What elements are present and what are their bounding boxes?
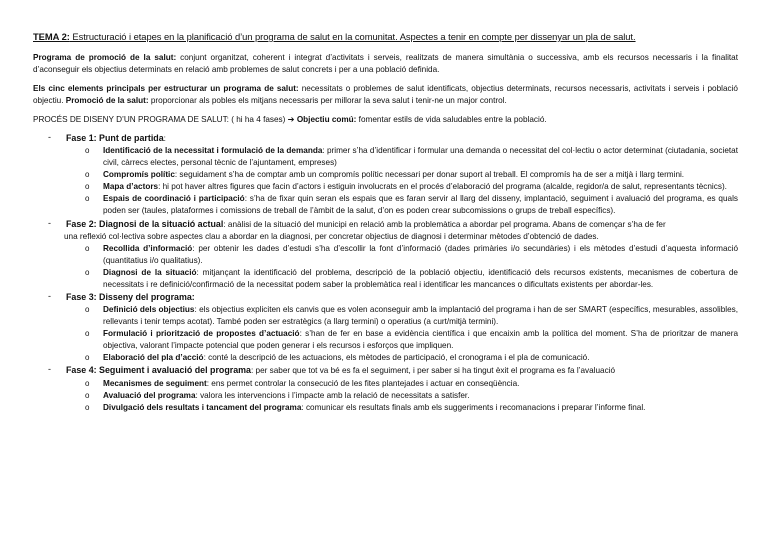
circle-bullet-icon: o [85, 170, 90, 180]
item-term: Compromís polític [103, 170, 175, 180]
phase-title: Fase 2: Diagnosi de la situació actual [66, 218, 224, 229]
phase-heading [66, 132, 738, 145]
phase-heading [66, 291, 738, 303]
list-item [85, 304, 738, 328]
item-text: : els objectius expliciten els canvis que es volen aconseguir amb la implantació del programa i han de ser SMART (específics, mesurables, assolibles, rellevants i tenir temps acotat). També poden ser estratègics (a llarg termini) o operatius (a curt/mitjà termini). [103, 304, 738, 326]
list-item [85, 267, 738, 291]
phase-heading [66, 364, 738, 377]
item-term: Divulgació dels resultats i tancament del programa [103, 402, 302, 412]
phase-item [33, 291, 738, 364]
item-term: Avaluació del programa [103, 390, 196, 400]
item-text: : s’ha de fixar quin seran els espais que es faran servir al llarg del disseny, implantació, seguiment i avaluació del programa, es quals poden ser (taules, plataformes i comissions de treball de l’àmbit de la salut, d’on es poden crear subcomissions o grups de treball específics). [103, 194, 738, 216]
list-item [85, 181, 738, 193]
phase-item [33, 132, 738, 218]
dash-bullet-icon: - [48, 131, 51, 142]
item-text: : primer s’ha d’identificar i formular una demanda o necessitat del col·lectiu o actor determinat (ciutadania, societat civil, càrrecs electes, personal tècnic de l’ajuntament, empreses) [103, 145, 738, 168]
phase-subitems [66, 243, 738, 291]
phase-heading [66, 218, 738, 231]
elements-term: Els cinc elements principals per estructurar un programa de salut: [33, 84, 299, 94]
title-label: TEMA 2: [33, 31, 70, 42]
elements-paragraph [33, 83, 738, 107]
goal-text: fomentar estils de vida saludables entre la població. [356, 115, 547, 125]
dash-bullet-icon: - [48, 291, 51, 302]
circle-bullet-icon: o [85, 145, 90, 155]
phase-title: Fase 4: Seguiment i avaluació del programa [66, 365, 251, 376]
phase-description-continued: una reflexió col·lectiva sobre aspectes clau a abordar en la diagnosi, per concretar objectius de diagnosi i determinar mètodes d’obtenció de dades. [64, 231, 599, 241]
circle-bullet-icon: o [85, 244, 90, 254]
circle-bullet-icon: o [85, 390, 90, 400]
definition-paragraph [33, 52, 738, 76]
item-text: : mitjançant la identificació del problema, descripció de la població objectiu, identificació dels recursos existents, mecanismes de cobertura de necessitats i re definició/confirmació de la necessitat podem saber la problemàtica real i identificar les mancances o dificultats existents per abordar-les. [103, 268, 738, 290]
phase-title: Fase 3: Disseny del programa: [66, 292, 195, 303]
goal-label: Objectiu comú: [296, 115, 357, 125]
promotion-text: proporcionar als pobles els mitjans necessaris per millorar la seva salut i tenir-ne un major control. [148, 96, 507, 106]
circle-bullet-icon: o [85, 304, 90, 314]
circle-bullet-icon: o [85, 378, 90, 388]
item-term: Espais de coordinació i participació [103, 194, 245, 204]
definition-text: conjunt organitzat, coherent i integrat d’activitats i serveis, realitzats de manera simultània o successiva, amb els recursos necessaris i la finalitat d’aconseguir els objectius determinats en relació amb problemes de salut concrets i per a una població definida. [33, 53, 738, 75]
phase-item [33, 364, 738, 414]
dash-bullet-icon: - [48, 364, 51, 375]
item-term: Definició dels objectius [103, 304, 195, 314]
phase-subitems [66, 145, 738, 218]
item-term: Formulació i priorització de propostes d’actuació [103, 329, 300, 338]
arrow-icon: ➔ [287, 115, 295, 125]
circle-bullet-icon: o [85, 194, 90, 204]
circle-bullet-icon: o [85, 329, 90, 338]
item-text: : ens permet controlar la consecució de les fites plantejades i actuar en conseqüència. [206, 378, 520, 388]
phase-item [33, 218, 738, 292]
item-text: : conté la descripció de les actuacions, els mètodes de participació, el cronograma i el pla de comunicació. [203, 353, 590, 363]
title-text: Estructuració i etapes en la planificació d’un programa de salut en la comunitat. Aspectes a tenir en compte per dissenyar un pla de salut. [69, 31, 636, 42]
item-text: : s’han de fer en base a evidència científica i que encaixin amb la política del moment. S’ha de prioritzar de manera objectiva, valorant l’impacte potencial que poden generar i els recursos i esforços que impliquen. [103, 329, 739, 351]
phase-title: Fase 1: Punt de partida [66, 132, 164, 143]
circle-bullet-icon: o [85, 402, 90, 412]
list-item [85, 169, 738, 181]
list-item [85, 352, 738, 364]
list-item [85, 390, 738, 402]
definition-term: Programa de promoció de la salut: [33, 53, 177, 63]
item-term: Recollida d’informació [103, 244, 193, 254]
phase-subitems [66, 304, 738, 364]
item-text: : seguidament s’ha de comptar amb un compromís polític necessari per donar suport al treball. El compromís ha de ser a mitjà i llarg termini. [174, 170, 685, 180]
item-text: : valora les intervencions i l’impacte amb la relació de necessitats a satisfer. [195, 390, 470, 400]
item-text: : per obtenir les dades d’estudi s’ha d’escollir la font d’informació (dades primàries i/o secundàries) i els mètodes d’estudi d’aquesta informació (quantitatius i/o qualitatius). [103, 244, 739, 266]
page-title [33, 31, 738, 43]
item-term: Identificació de la necessitat i formulació de la demanda [103, 145, 323, 155]
elements-text: necessitats o problemes de salut identificats, objectius determinats, recursos necessaris, activitats i serveis i població objectiu. [33, 84, 738, 106]
list-item [85, 193, 738, 217]
list-item [85, 378, 738, 390]
item-text: : hi pot haver altres figures que facin d’actors i estiguin involucrats en el procés d’elaboració del programa (alcalde, regidor/a de salut, representants tècnics). [158, 182, 727, 192]
list-item [85, 328, 739, 352]
circle-bullet-icon: o [85, 268, 90, 278]
dash-bullet-icon: - [48, 217, 51, 228]
item-text: : comunicar els resultats finals amb els suggeriments i recomanacions i preparar l’informe final. [301, 402, 646, 412]
phases-list [33, 132, 738, 414]
circle-bullet-icon: o [85, 182, 90, 192]
phase-description: : [163, 133, 166, 143]
item-term: Elaboració del pla d’acció [103, 353, 204, 363]
circle-bullet-icon: o [85, 353, 90, 363]
list-item [85, 145, 738, 169]
list-item [85, 243, 739, 267]
item-term: Mapa d’actors [103, 182, 159, 192]
promotion-term: Promoció de la salut: [65, 96, 149, 106]
phase-subitems [66, 378, 738, 414]
phase-description: : anàlisi de la situació del municipi en relació amb la problemàtica a abordar pel programa. Abans de començar s’ha de fer [223, 219, 666, 229]
item-term: Mecanismes de seguiment [103, 378, 207, 388]
process-label: PROCÉS DE DISENY D’UN PROGRAMA DE SALUT: ( hi ha 4 fases) [33, 115, 286, 125]
item-term: Diagnosi de la situació [103, 268, 197, 278]
process-paragraph [33, 114, 738, 126]
phase-description: : per saber que tot va bé es fa el seguiment, i per saber si ha tingut èxit el programa es fa l’avaluació [250, 366, 616, 376]
list-item [85, 402, 738, 414]
